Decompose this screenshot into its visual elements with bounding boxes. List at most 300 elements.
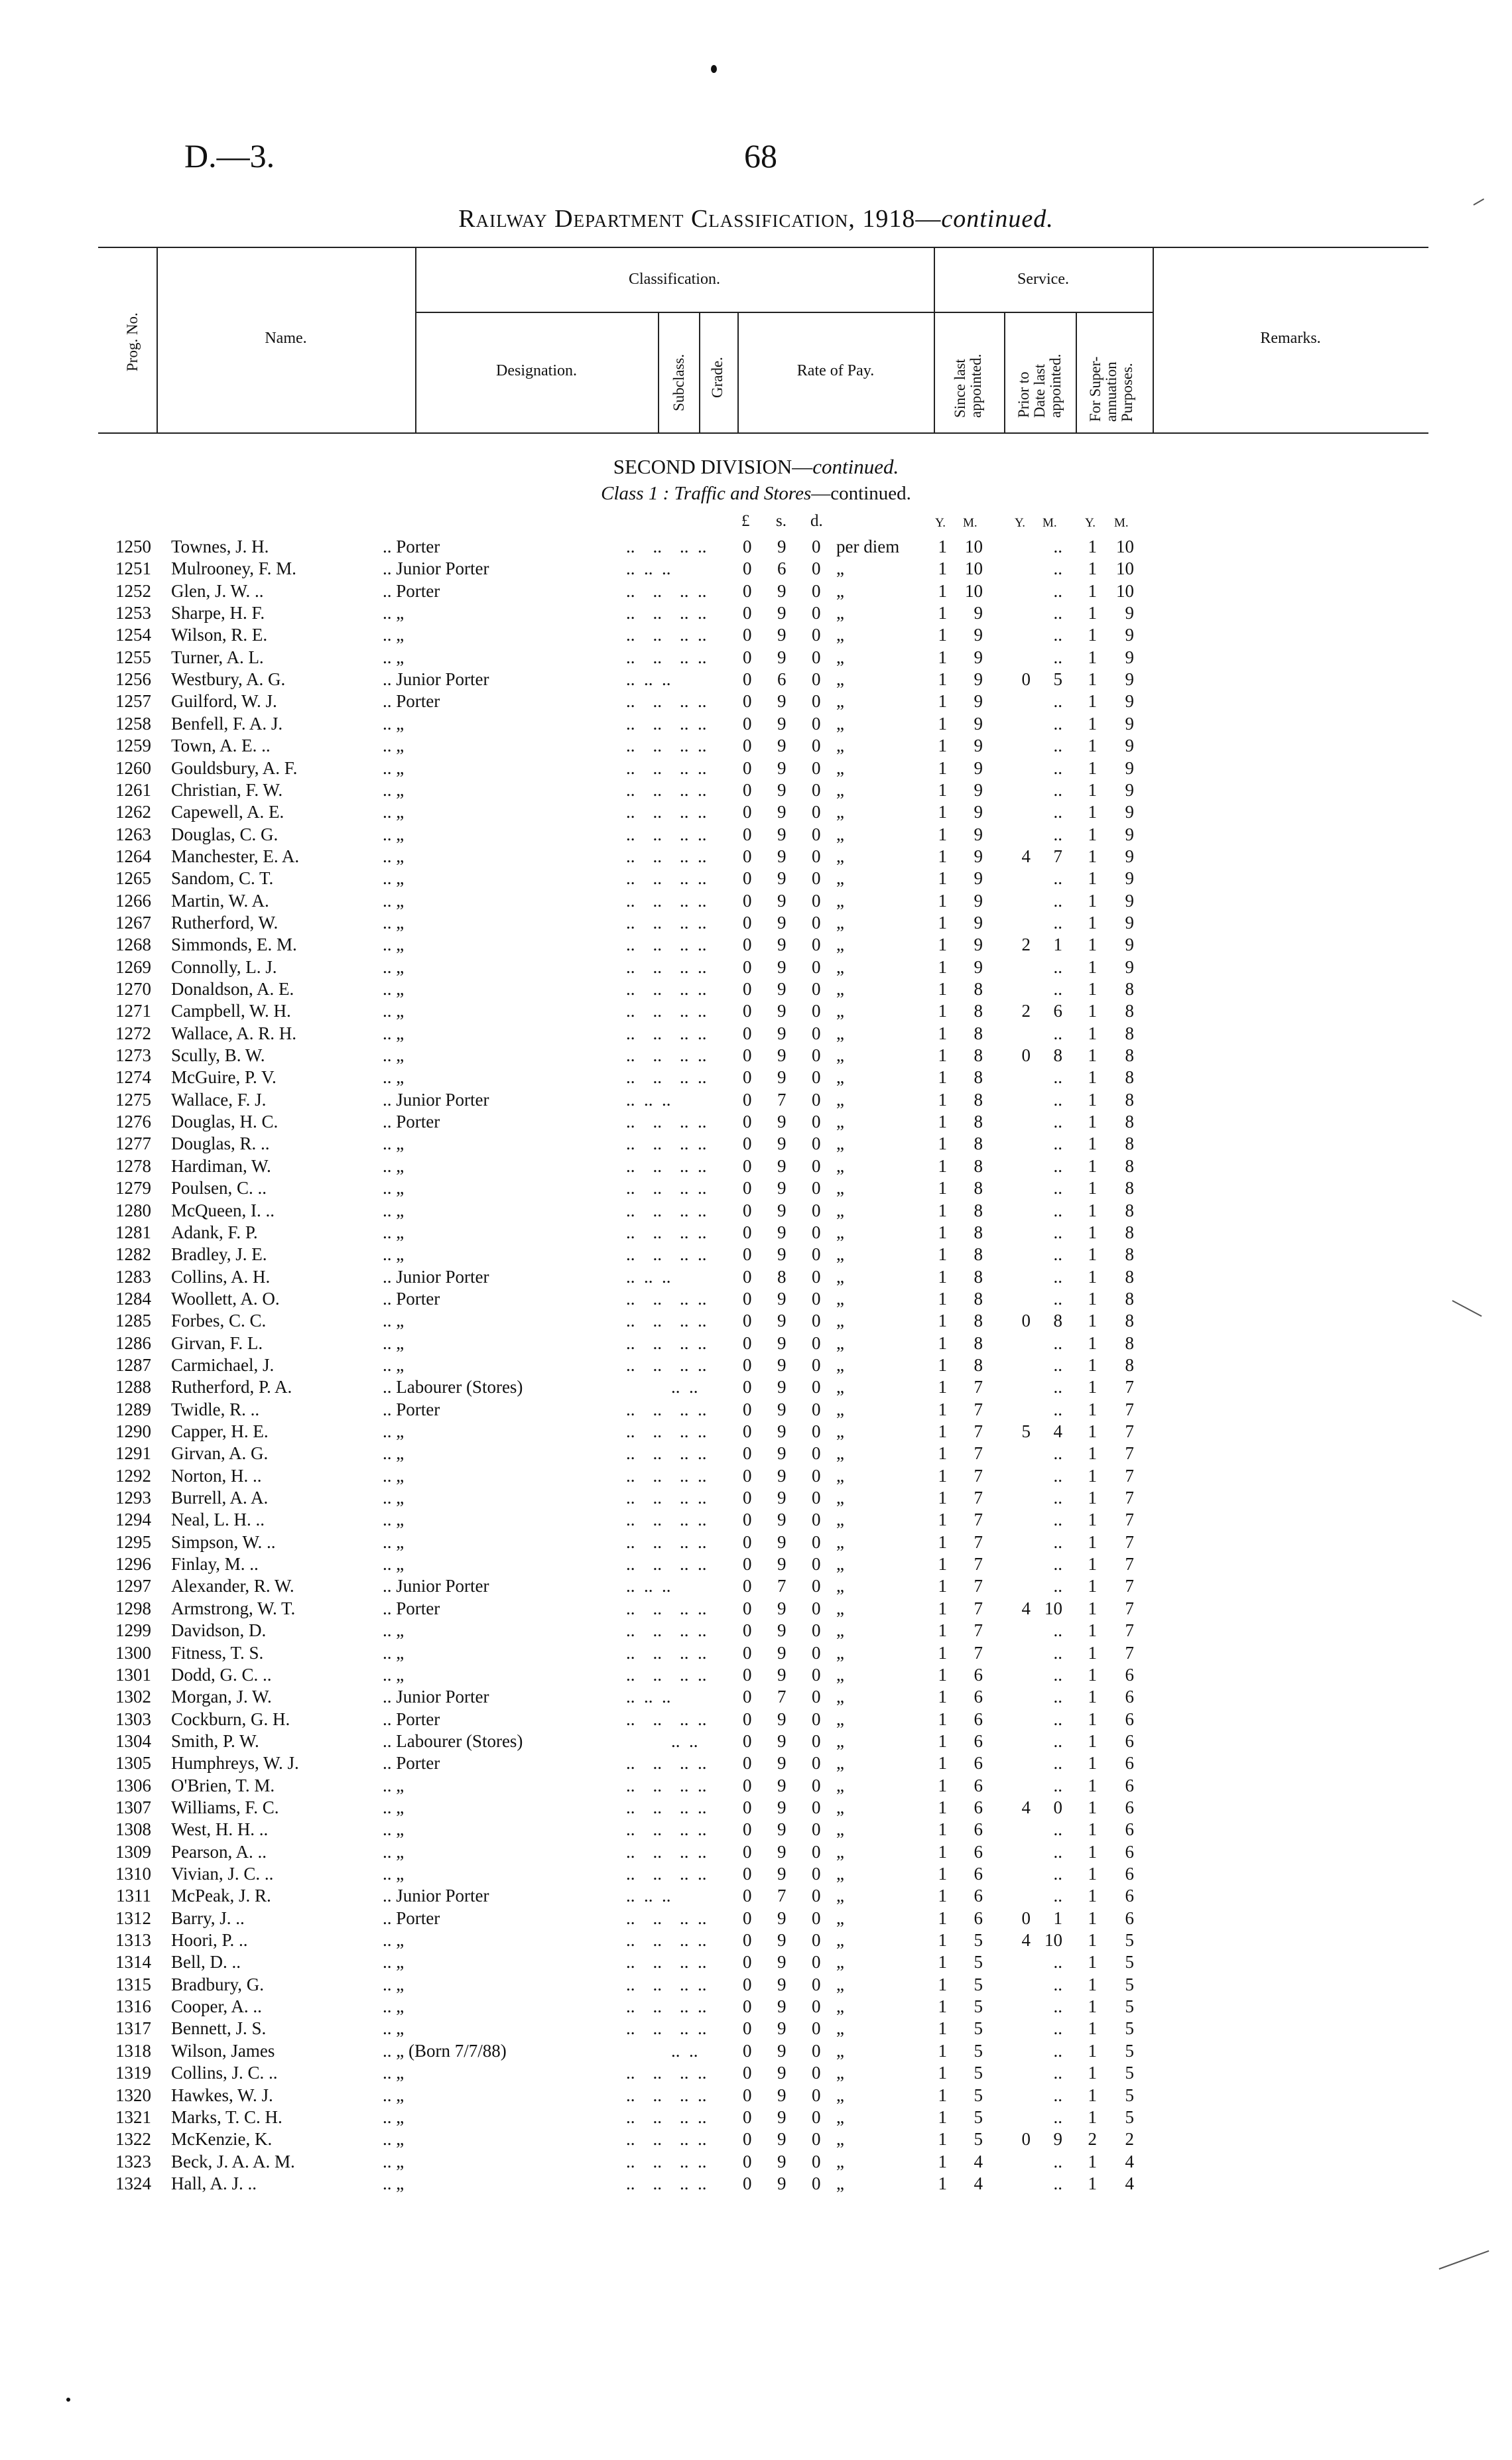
cell-pay-shillings: 9 <box>777 1753 787 1774</box>
cell-super-years: 1 <box>1088 1288 1097 1309</box>
cell-since-years: 1 <box>938 1001 947 1021</box>
cell-leader-dots: .. .. .. .. <box>626 625 707 645</box>
cell-prior-months: 1 <box>1053 1908 1062 1928</box>
cell-pay-period: „ <box>836 868 844 889</box>
cell-super-months: 9 <box>1125 713 1134 734</box>
table-row <box>0 1797 1512 1819</box>
cell-super-years: 1 <box>1088 1178 1097 1198</box>
cell-designation: .. Porter <box>383 1288 440 1309</box>
cell-super-years: 1 <box>1088 2151 1097 2171</box>
cell-pay-pence: 0 <box>812 1598 821 1618</box>
cell-designation: .. Porter <box>383 1709 440 1729</box>
cell-pay-pence: 0 <box>812 647 821 667</box>
cell-prog-no: 1315 <box>115 1974 151 1994</box>
cell-pay-pounds: 0 <box>743 2040 752 2061</box>
cell-pay-shillings: 9 <box>777 1465 787 1486</box>
cell-leader-dots: .. .. .. .. <box>626 1996 707 2017</box>
cell-prog-no: 1299 <box>115 1620 151 1641</box>
cell-prior-months: .. <box>1053 1023 1062 1043</box>
cell-designation: .. Porter <box>383 1112 440 1132</box>
cell-prog-no: 1255 <box>115 647 151 667</box>
cell-since-years: 1 <box>938 1488 947 1508</box>
cell-prior-months: 1 <box>1053 935 1062 955</box>
cell-pay-pence: 0 <box>812 1443 821 1464</box>
cell-pay-shillings: 9 <box>777 1244 787 1265</box>
cell-since-months: 5 <box>974 2085 983 2105</box>
cell-prog-no: 1267 <box>115 912 151 933</box>
cell-prog-no: 1257 <box>115 691 151 712</box>
cell-super-months: 8 <box>1125 1023 1134 1043</box>
cell-pay-shillings: 9 <box>777 868 787 889</box>
cell-name: Hardiman, W. <box>171 1155 271 1176</box>
cell-since-years: 1 <box>938 1067 947 1088</box>
cell-pay-shillings: 9 <box>777 1664 787 1685</box>
cell-name: Rutherford, W. <box>171 912 279 933</box>
table-row <box>0 1443 1512 1464</box>
cell-prog-no: 1304 <box>115 1730 151 1751</box>
cell-pay-shillings: 9 <box>777 1133 787 1154</box>
cell-super-months: 9 <box>1125 802 1134 822</box>
cell-name: Dodd, G. C. .. <box>171 1664 272 1685</box>
cell-designation: .. Porter <box>383 1399 440 1419</box>
table-row <box>0 1598 1512 1620</box>
cell-pay-pounds: 0 <box>743 1930 752 1951</box>
cell-prog-no: 1252 <box>115 580 151 601</box>
cell-super-months: 7 <box>1125 1488 1134 1508</box>
cell-leader-dots: .. .. .. .. <box>626 890 707 911</box>
cell-pay-pence: 0 <box>812 1244 821 1265</box>
class-heading <box>0 483 1512 505</box>
col-designation: Designation. <box>496 362 577 379</box>
cell-leader-dots: .. .. .. .. <box>626 1067 707 1088</box>
cell-since-years: 1 <box>938 1886 947 1906</box>
cell-pay-pence: 0 <box>812 1465 821 1486</box>
cell-super-months: 9 <box>1125 868 1134 889</box>
cell-prog-no: 1318 <box>115 2040 151 2061</box>
cell-super-months: 9 <box>1125 625 1134 645</box>
cell-prog-no: 1254 <box>115 625 151 645</box>
cell-since-years: 1 <box>938 890 947 911</box>
cell-prog-no: 1259 <box>115 736 151 756</box>
cell-pay-shillings: 9 <box>777 846 787 866</box>
cell-super-months: 6 <box>1125 1886 1134 1906</box>
cell-name: Collins, J. C. .. <box>171 2063 278 2083</box>
cell-pay-pence: 0 <box>812 1488 821 1508</box>
cell-pay-period: „ <box>836 736 844 756</box>
cell-name: Finlay, M. .. <box>171 1554 259 1575</box>
cell-since-months: 8 <box>974 1133 983 1154</box>
cell-since-years: 1 <box>938 603 947 623</box>
cell-pay-pounds: 0 <box>743 757 752 778</box>
cell-leader-dots: .. .. .. .. <box>626 1200 707 1220</box>
cell-super-years: 1 <box>1088 1089 1097 1110</box>
cell-pay-pence: 0 <box>812 1067 821 1088</box>
table-row <box>0 868 1512 889</box>
table-row <box>0 1509 1512 1531</box>
cell-prog-no: 1305 <box>115 1753 151 1774</box>
cell-since-years: 1 <box>938 1709 947 1729</box>
cell-leader-dots: .. .. .. .. <box>626 1819 707 1840</box>
cell-super-years: 1 <box>1088 1155 1097 1176</box>
cell-since-months: 9 <box>974 736 983 756</box>
cell-pay-period: „ <box>836 1443 844 1464</box>
header-top-rule <box>98 247 1428 248</box>
cell-name: Girvan, F. L. <box>171 1332 263 1353</box>
cell-super-months: 8 <box>1125 1222 1134 1242</box>
cell-pay-period: „ <box>836 757 844 778</box>
cell-prog-no: 1276 <box>115 1112 151 1132</box>
cell-since-months: 5 <box>974 1996 983 2017</box>
cell-super-years: 1 <box>1088 956 1097 977</box>
cell-prior-months: .. <box>1053 1266 1062 1287</box>
table-row <box>0 669 1512 690</box>
cell-prior-months: .. <box>1053 1664 1062 1685</box>
cell-super-years: 1 <box>1088 1311 1097 1331</box>
table-row <box>0 1951 1512 1973</box>
cell-prog-no: 1284 <box>115 1288 151 1309</box>
cell-since-months: 5 <box>974 2018 983 2039</box>
cell-prior-years: 4 <box>1021 846 1031 866</box>
cell-pay-shillings: 9 <box>777 1488 787 1508</box>
cell-prog-no: 1279 <box>115 1178 151 1198</box>
cell-since-months: 6 <box>974 1687 983 1707</box>
cell-super-years: 1 <box>1088 912 1097 933</box>
cell-super-months: 8 <box>1125 1045 1134 1066</box>
cell-pay-shillings: 9 <box>777 1067 787 1088</box>
cell-prior-months: .. <box>1053 1443 1062 1464</box>
cell-pay-pounds: 0 <box>743 1886 752 1906</box>
cell-super-months: 9 <box>1125 779 1134 800</box>
cell-name: Twidle, R. .. <box>171 1399 260 1419</box>
cell-since-months: 8 <box>974 1354 983 1375</box>
cell-super-months: 6 <box>1125 1819 1134 1840</box>
cell-pay-period: „ <box>836 625 844 645</box>
cell-prior-months: .. <box>1053 1222 1062 1242</box>
cell-pay-shillings: 9 <box>777 890 787 911</box>
cell-since-months: 9 <box>974 846 983 866</box>
cell-leader-dots: .. .. .. .. <box>626 846 707 866</box>
cell-pay-period: „ <box>836 2040 844 2061</box>
cell-name: Hawkes, W. J. <box>171 2085 273 2105</box>
cell-since-months: 5 <box>974 1952 983 1973</box>
cell-pay-pounds: 0 <box>743 1488 752 1508</box>
cell-pay-period: „ <box>836 1908 844 1928</box>
cell-prog-no: 1296 <box>115 1554 151 1575</box>
cell-designation: .. „ <box>383 935 405 955</box>
table-row <box>0 602 1512 624</box>
cell-pay-period: „ <box>836 647 844 667</box>
cell-prog-no: 1322 <box>115 2129 151 2150</box>
cell-name: Smith, P. W. <box>171 1730 259 1751</box>
cell-pay-pence: 0 <box>812 1510 821 1530</box>
cell-pay-shillings: 9 <box>777 1620 787 1641</box>
cell-prior-months: .. <box>1053 1753 1062 1774</box>
cell-super-months: 7 <box>1125 1554 1134 1575</box>
cell-pay-pounds: 0 <box>743 802 752 822</box>
cell-pay-pounds: 0 <box>743 2129 752 2150</box>
cell-prior-months: .. <box>1053 1974 1062 1994</box>
cell-leader-dots: .. .. .. <box>626 669 671 690</box>
cell-name: Cooper, A. .. <box>171 1996 262 2017</box>
cell-name: Humphreys, W. J. <box>171 1753 299 1774</box>
cell-since-years: 1 <box>938 1775 947 1795</box>
cell-since-years: 1 <box>938 1554 947 1575</box>
cell-since-years: 1 <box>938 779 947 800</box>
cell-prog-no: 1323 <box>115 2151 151 2171</box>
cell-pay-shillings: 9 <box>777 713 787 734</box>
cell-pay-period: „ <box>836 1045 844 1066</box>
cell-pay-pounds: 0 <box>743 558 752 579</box>
cell-name: Girvan, A. G. <box>171 1443 269 1464</box>
cell-designation: .. „ <box>383 1023 405 1043</box>
cell-super-years: 1 <box>1088 1996 1097 2017</box>
cell-prior-years: 0 <box>1021 1311 1031 1331</box>
cell-prog-no: 1271 <box>115 1001 151 1021</box>
cell-pay-shillings: 9 <box>777 802 787 822</box>
cell-name: Morgan, J. W. <box>171 1687 272 1707</box>
cell-prior-months: .. <box>1053 979 1062 999</box>
cell-super-months: 7 <box>1125 1421 1134 1441</box>
cell-pay-period: „ <box>836 1354 844 1375</box>
cell-pay-pence: 0 <box>812 1112 821 1132</box>
cell-name: Hall, A. J. .. <box>171 2173 257 2193</box>
table-row <box>0 956 1512 978</box>
cell-designation: .. „ <box>383 2129 405 2150</box>
cell-name: Collins, A. H. <box>171 1266 271 1287</box>
cell-since-months: 8 <box>974 1001 983 1021</box>
cell-leader-dots: .. .. .. <box>626 1266 671 1287</box>
cell-pay-shillings: 9 <box>777 1178 787 1198</box>
cell-pay-period: „ <box>836 802 844 822</box>
cell-since-years: 1 <box>938 1620 947 1641</box>
cell-pay-pounds: 0 <box>743 1311 752 1331</box>
cell-pay-period: „ <box>836 1089 844 1110</box>
cell-since-years: 1 <box>938 1908 947 1928</box>
cell-pay-pounds: 0 <box>743 1377 752 1397</box>
cell-super-months: 7 <box>1125 1620 1134 1641</box>
cell-designation: .. „ <box>383 912 405 933</box>
table-row <box>0 1885 1512 1907</box>
cell-since-months: 7 <box>974 1399 983 1419</box>
cell-since-years: 1 <box>938 1753 947 1774</box>
cell-leader-dots: .. .. <box>671 2040 698 2061</box>
cell-prior-months: .. <box>1053 2106 1062 2127</box>
cell-leader-dots: .. .. .. .. <box>626 580 707 601</box>
cell-pay-pence: 0 <box>812 2129 821 2150</box>
cell-super-months: 8 <box>1125 1288 1134 1309</box>
cell-since-years: 1 <box>938 1421 947 1441</box>
cell-pay-period: „ <box>836 2173 844 2193</box>
cell-prior-years: 2 <box>1021 935 1031 955</box>
cell-designation: .. Labourer (Stores) <box>383 1377 523 1397</box>
cell-pay-period: „ <box>836 2151 844 2171</box>
cell-designation: .. „ <box>383 1775 405 1795</box>
cell-name: Sharpe, H. F. <box>171 603 265 623</box>
cell-super-years: 1 <box>1088 979 1097 999</box>
cell-since-years: 1 <box>938 979 947 999</box>
cell-pay-shillings: 9 <box>777 1952 787 1973</box>
cell-prog-no: 1297 <box>115 1576 151 1596</box>
cell-prog-no: 1258 <box>115 713 151 734</box>
cell-since-months: 9 <box>974 647 983 667</box>
cell-pay-shillings: 9 <box>777 912 787 933</box>
cell-since-months: 5 <box>974 1930 983 1951</box>
table-row <box>0 890 1512 912</box>
cell-prog-no: 1274 <box>115 1067 151 1088</box>
cell-pay-pounds: 0 <box>743 1753 752 1774</box>
cell-since-months: 5 <box>974 2129 983 2150</box>
cell-super-months: 9 <box>1125 647 1134 667</box>
cell-super-months: 8 <box>1125 1178 1134 1198</box>
cell-prog-no: 1280 <box>115 1200 151 1220</box>
cell-pay-pounds: 0 <box>743 1200 752 1220</box>
cell-prior-months: 5 <box>1053 669 1062 690</box>
unit-super-m: M. <box>1114 516 1129 530</box>
cell-pay-shillings: 9 <box>777 1288 787 1309</box>
cell-super-years: 1 <box>1088 1377 1097 1397</box>
cell-since-years: 1 <box>938 1510 947 1530</box>
cell-since-years: 1 <box>938 580 947 601</box>
cell-prior-months: .. <box>1053 1687 1062 1707</box>
table-row <box>0 1487 1512 1509</box>
cell-pay-shillings: 9 <box>777 691 787 712</box>
cell-pay-period: „ <box>836 1819 844 1840</box>
cell-since-years: 1 <box>938 1864 947 1884</box>
cell-since-years: 1 <box>938 736 947 756</box>
cell-leader-dots: .. .. .. .. <box>626 1023 707 1043</box>
cell-prior-months: .. <box>1053 2040 1062 2061</box>
cell-super-months: 7 <box>1125 1443 1134 1464</box>
cell-prog-no: 1285 <box>115 1311 151 1331</box>
cell-pay-pounds: 0 <box>743 1067 752 1088</box>
cell-super-years: 1 <box>1088 1642 1097 1663</box>
cell-since-months: 9 <box>974 757 983 778</box>
cell-name: Capewell, A. E. <box>171 802 284 822</box>
cell-super-years: 1 <box>1088 1001 1097 1021</box>
cell-since-years: 1 <box>938 824 947 844</box>
cell-super-months: 8 <box>1125 1133 1134 1154</box>
cell-since-months: 6 <box>974 1753 983 1774</box>
cell-pay-pounds: 0 <box>743 647 752 667</box>
cell-leader-dots: .. .. .. .. <box>626 1112 707 1132</box>
cell-pay-pounds: 0 <box>743 956 752 977</box>
cell-since-years: 1 <box>938 647 947 667</box>
cell-designation: .. „ <box>383 1488 405 1508</box>
cell-pay-pence: 0 <box>812 1864 821 1884</box>
cell-prior-months: .. <box>1053 1488 1062 1508</box>
cell-designation: .. Porter <box>383 691 440 712</box>
cell-pay-period: „ <box>836 1288 844 1309</box>
cell-super-months: 9 <box>1125 824 1134 844</box>
cell-prog-no: 1312 <box>115 1908 151 1928</box>
cell-pay-period: „ <box>836 1730 844 1751</box>
cell-since-months: 7 <box>974 1531 983 1552</box>
super-line2: annuation <box>1103 361 1120 422</box>
cell-name: Turner, A. L. <box>171 647 264 667</box>
cell-prog-no: 1278 <box>115 1155 151 1176</box>
cell-super-months: 8 <box>1125 1244 1134 1265</box>
cell-prog-no: 1265 <box>115 868 151 889</box>
cell-prior-years: 0 <box>1021 1908 1031 1928</box>
cell-pay-pounds: 0 <box>743 2085 752 2105</box>
cell-pay-pounds: 0 <box>743 1908 752 1928</box>
cell-pay-shillings: 9 <box>777 2063 787 2083</box>
table-row <box>0 1664 1512 1686</box>
cell-prior-months: .. <box>1053 1952 1062 1973</box>
cell-name: Davidson, D. <box>171 1620 267 1641</box>
cell-prog-no: 1250 <box>115 537 151 556</box>
cell-pay-shillings: 9 <box>777 1023 787 1043</box>
col-grade: Grade. <box>709 357 725 398</box>
table-row <box>0 1177 1512 1199</box>
cell-leader-dots: .. .. .. .. <box>626 1465 707 1486</box>
cell-pay-pounds: 0 <box>743 1642 752 1663</box>
cell-pay-pence: 0 <box>812 1133 821 1154</box>
cell-leader-dots: .. .. .. .. <box>626 1288 707 1309</box>
cell-pay-pence: 0 <box>812 1797 821 1817</box>
cell-name: Fitness, T. S. <box>171 1642 264 1663</box>
cell-pay-period: „ <box>836 956 844 977</box>
cell-super-years: 1 <box>1088 1554 1097 1575</box>
cell-prior-months: 6 <box>1053 1001 1062 1021</box>
cell-super-months: 5 <box>1125 2085 1134 2105</box>
division-label: SECOND DIVISION— <box>613 455 813 478</box>
cell-pay-shillings: 9 <box>777 1311 787 1331</box>
cell-pay-period: „ <box>836 1332 844 1353</box>
cell-super-years: 1 <box>1088 2040 1097 2061</box>
cell-since-months: 9 <box>974 779 983 800</box>
cell-since-years: 1 <box>938 935 947 955</box>
cell-super-years: 1 <box>1088 1443 1097 1464</box>
cell-pay-pence: 0 <box>812 1996 821 2017</box>
cell-since-years: 1 <box>938 2129 947 2150</box>
cell-pay-pence: 0 <box>812 1709 821 1729</box>
cell-pay-shillings: 9 <box>777 1775 787 1795</box>
cell-pay-pounds: 0 <box>743 1952 752 1973</box>
cell-since-years: 1 <box>938 1443 947 1464</box>
cell-super-months: 6 <box>1125 1709 1134 1729</box>
cell-super-months: 5 <box>1125 1952 1134 1973</box>
cell-pay-pounds: 0 <box>743 669 752 690</box>
cell-since-years: 1 <box>938 1642 947 1663</box>
cell-prog-no: 1283 <box>115 1266 151 1287</box>
cell-super-years: 1 <box>1088 1112 1097 1132</box>
cell-super-months: 4 <box>1125 2151 1134 2171</box>
cell-pay-pounds: 0 <box>743 868 752 889</box>
cell-pay-pounds: 0 <box>743 1332 752 1353</box>
cell-pay-shillings: 9 <box>777 1841 787 1862</box>
cell-name: Bell, D. .. <box>171 1952 241 1973</box>
cell-super-years: 1 <box>1088 736 1097 756</box>
cell-pay-period: „ <box>836 558 844 579</box>
cell-name: Bradbury, G. <box>171 1974 264 1994</box>
cell-pay-period: „ <box>836 1620 844 1641</box>
cell-leader-dots: .. .. .. .. <box>626 2018 707 2039</box>
cell-since-months: 9 <box>974 912 983 933</box>
cell-leader-dots: .. .. .. .. <box>626 713 707 734</box>
cell-prior-months: .. <box>1053 1730 1062 1751</box>
cell-pay-period: „ <box>836 846 844 866</box>
cell-prior-months: .. <box>1053 868 1062 889</box>
cell-super-years: 1 <box>1088 1753 1097 1774</box>
cell-super-months: 8 <box>1125 1354 1134 1375</box>
table-row <box>0 1133 1512 1155</box>
cell-pay-shillings: 9 <box>777 537 787 556</box>
cell-pay-period: „ <box>836 1952 844 1973</box>
cell-super-months: 9 <box>1125 846 1134 866</box>
cell-pay-period: „ <box>836 1421 844 1441</box>
cell-name: Adank, F. P. <box>171 1222 258 1242</box>
